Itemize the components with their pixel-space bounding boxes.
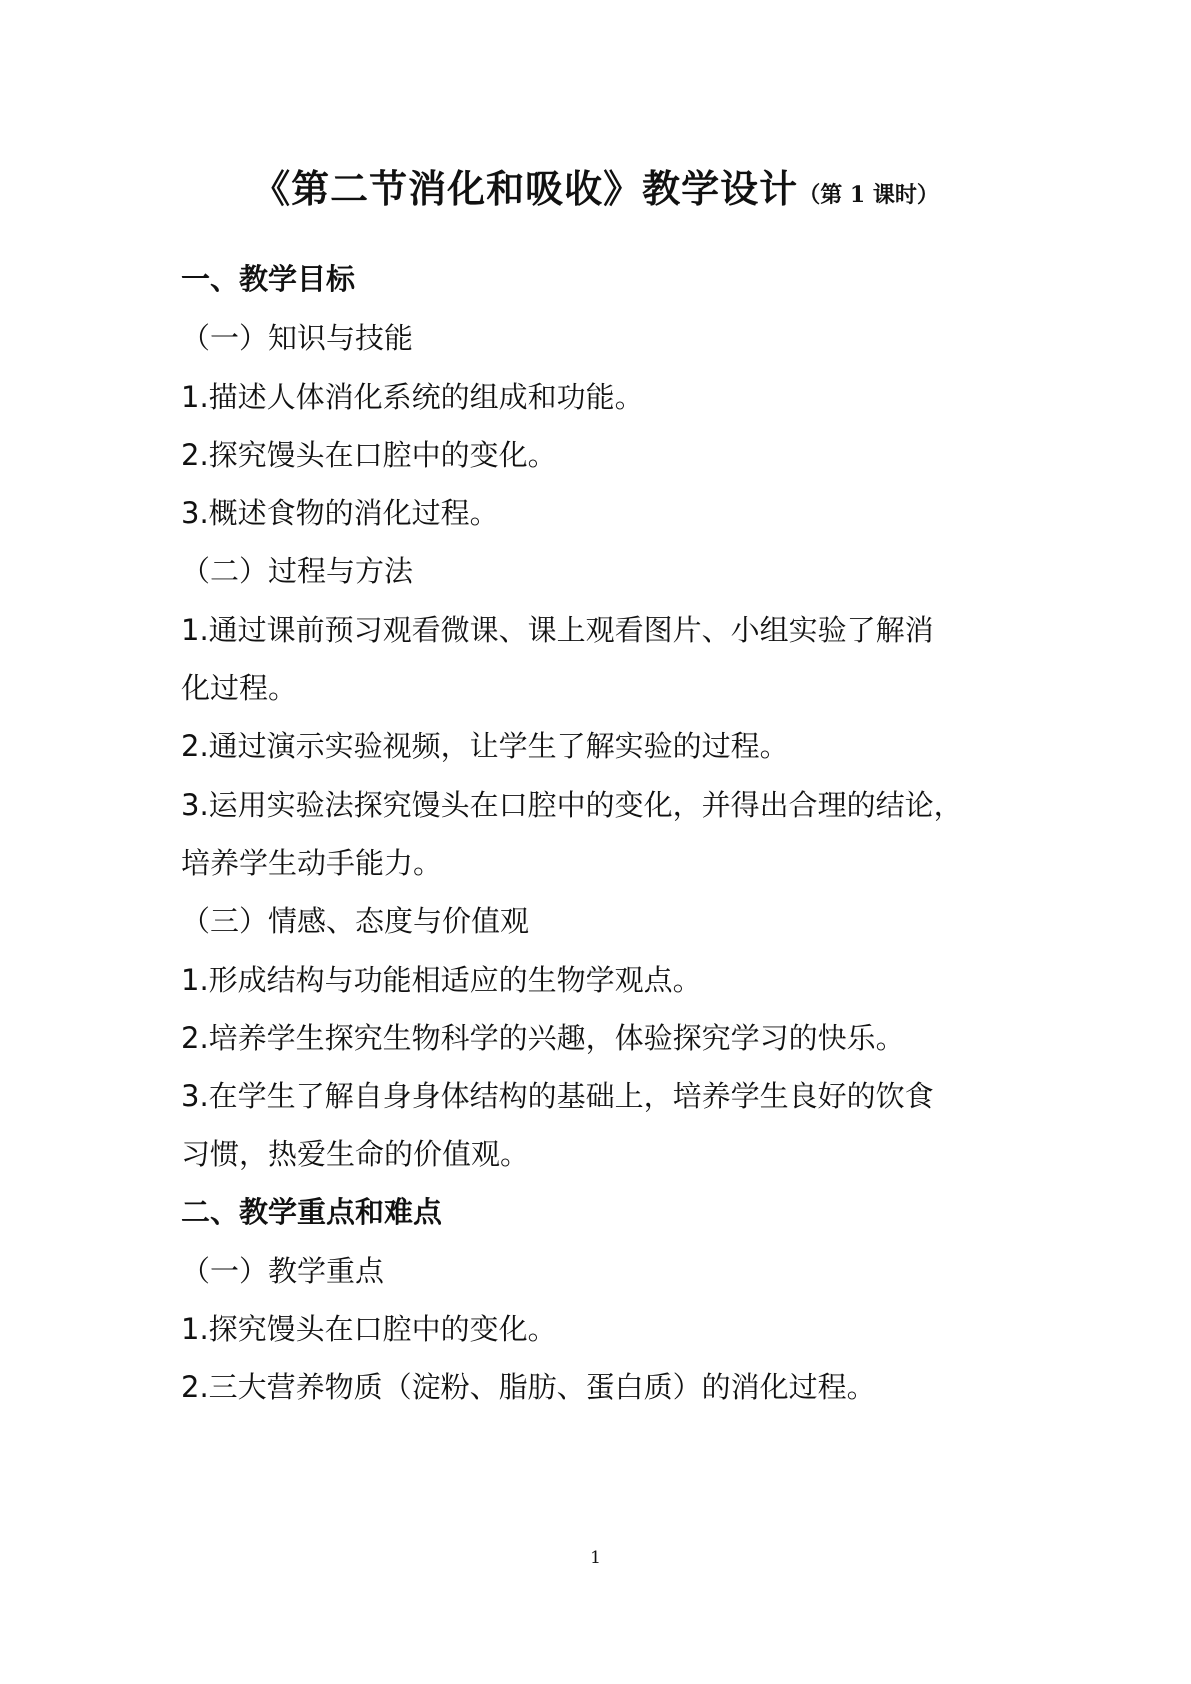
list-item: 2.探究馒头在口腔中的变化。 (181, 438, 557, 472)
list-item: 3.概述食物的消化过程。 (181, 496, 499, 530)
section-heading-key-points: 二、教学重点和难点 (181, 1195, 443, 1229)
title-main-text: 《第二节消化和吸收》教学设计 (252, 166, 799, 211)
list-item: 2.培养学生探究生物科学的兴趣，体验探究学习的快乐。 (181, 1021, 905, 1055)
section-heading-objectives: 一、教学目标 (181, 262, 356, 296)
list-item: 2.通过演示实验视频，让学生了解实验的过程。 (181, 729, 789, 763)
list-item: 1.描述人体消化系统的组成和功能。 (181, 380, 644, 414)
list-item-continuation: 培养学生动手能力。 (181, 846, 443, 880)
page-number: 1 (590, 1548, 601, 1568)
subheading-emotion-values: （三）情感、态度与价值观 (181, 904, 530, 938)
subheading-knowledge-skills: （一）知识与技能 (181, 321, 414, 355)
list-item-continuation: 化过程。 (181, 671, 298, 705)
list-item: 1.探究馒头在口腔中的变化。 (181, 1312, 557, 1346)
list-item-continuation: 习惯，热爱生命的价值观。 (181, 1137, 530, 1171)
list-item: 2.三大营养物质（淀粉、脂肪、蛋白质）的消化过程。 (181, 1370, 876, 1404)
subheading-teaching-focus: （一）教学重点 (181, 1254, 385, 1288)
list-item: 1.通过课前预习观看微课、课上观看图片、小组实验了解消 (181, 613, 934, 647)
list-item: 1.形成结构与功能相适应的生物学观点。 (181, 963, 702, 997)
list-item: 3.在学生了解自身身体结构的基础上，培养学生良好的饮食 (181, 1079, 934, 1113)
title-session-text: （第 1 课时） (798, 182, 939, 208)
subheading-process-methods: （二）过程与方法 (181, 554, 414, 588)
list-item: 3.运用实验法探究馒头在口腔中的变化，并得出合理的结论， (181, 788, 963, 822)
